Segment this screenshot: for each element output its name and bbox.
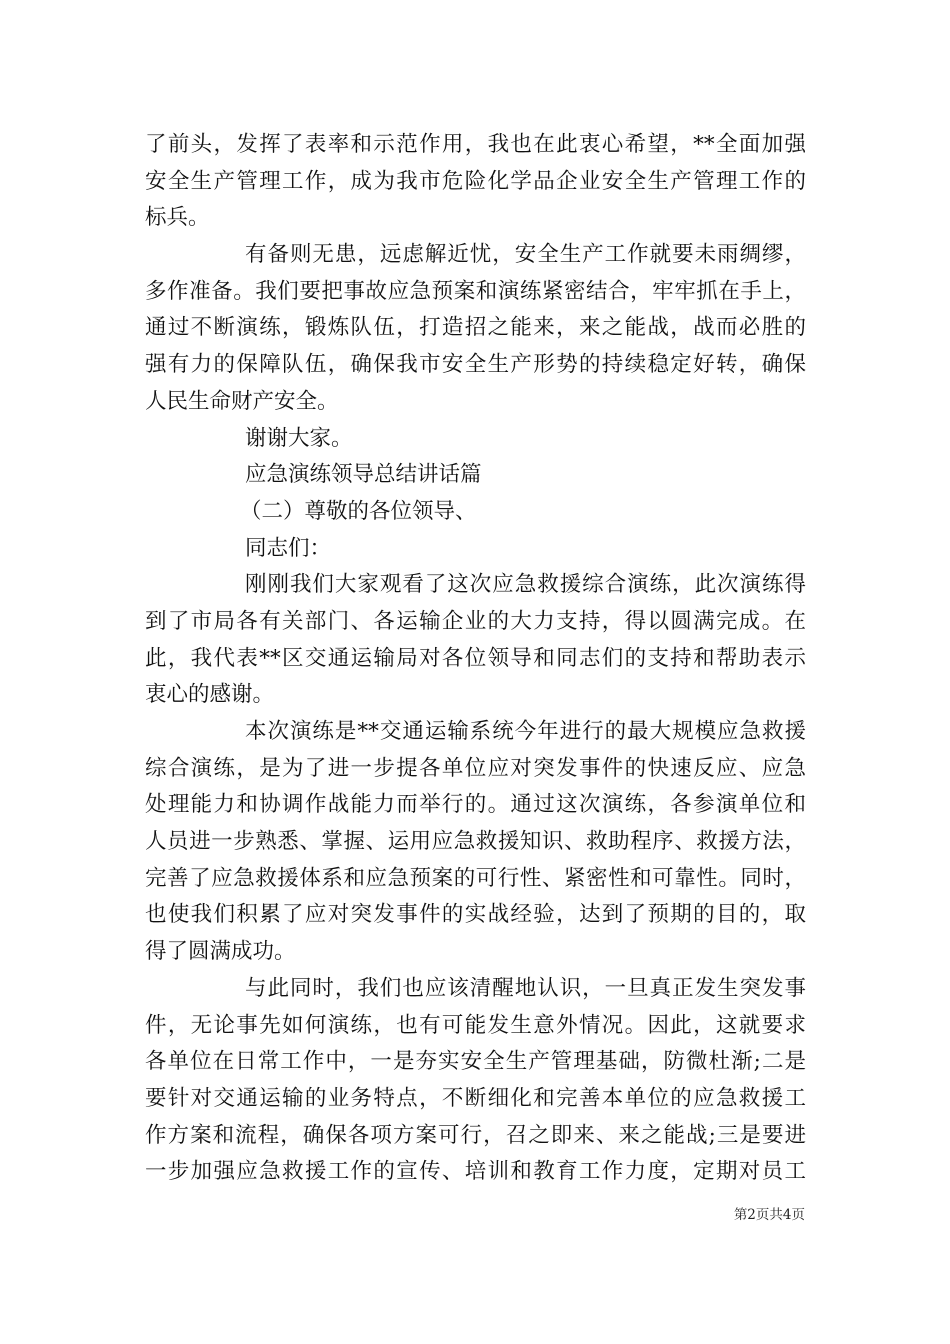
paragraph bbox=[145, 421, 806, 458]
text-line: 件，无论事先如何演练，也有可能发生意外情况。因此，这就要求 bbox=[145, 1012, 806, 1038]
text-line: 强有力的保障队伍，确保我市安全生产形势的持续稳定好转，确保 bbox=[145, 352, 806, 378]
text-line: 与此同时，我们也应该清醒地认识，一旦真正发生突发事 bbox=[245, 975, 806, 1001]
text-line: 安全生产管理工作，成为我市危险化学品企业安全生产管理工作的 bbox=[145, 168, 806, 194]
text-line: 刚刚我们大家观看了这次应急救援综合演练，此次演练得 bbox=[245, 572, 806, 598]
text-line: 此，我代表**区交通运输局对各位领导和同志们的支持和帮助表示 bbox=[145, 645, 806, 671]
text-line: 各单位在日常工作中，一是夯实安全生产管理基础，防微杜渐;二是 bbox=[145, 1049, 806, 1075]
paragraph bbox=[145, 567, 806, 714]
text-line: 标兵。 bbox=[145, 205, 210, 231]
text-line: 人员进一步熟悉、掌握、运用应急救援知识、救助程序、救援方法， bbox=[145, 829, 806, 855]
text-line: 衷心的感谢。 bbox=[145, 682, 275, 708]
text-line: 多作准备。我们要把事故应急预案和演练紧密结合，牢牢抓在手上， bbox=[145, 278, 806, 304]
text-line: （二）尊敬的各位领导、 bbox=[240, 498, 477, 524]
paragraph bbox=[145, 531, 806, 568]
text-line: 完善了应急救援体系和应急预案的可行性、紧密性和可靠性。同时， bbox=[145, 865, 806, 891]
page-number: 第2页共4页 bbox=[733, 1207, 805, 1223]
paragraph bbox=[145, 714, 806, 971]
text-line: 到了市局各有关部门、各运输企业的大力支持，得以圆满完成。在 bbox=[145, 608, 806, 634]
text-line: 作方案和流程，确保各项方案可行，召之即来、来之能战;三是要进 bbox=[145, 1122, 806, 1148]
text-line: 应急演练领导总结讲话篇 bbox=[245, 462, 482, 488]
text-line: 得了圆满成功。 bbox=[145, 939, 296, 965]
paragraph bbox=[145, 457, 806, 494]
text-line: 一步加强应急救援工作的宣传、培训和教育工作力度，定期对员工 bbox=[145, 1159, 806, 1185]
text-line: 谢谢大家。 bbox=[245, 425, 353, 451]
text-line: 人民生命财产安全。 bbox=[145, 388, 339, 414]
text-line: 同志们： bbox=[245, 535, 332, 561]
paragraph bbox=[145, 127, 806, 237]
text-line: 要针对交通运输的业务特点，不断细化和完善本单位的应急救援工 bbox=[145, 1085, 806, 1111]
text-line: 本次演练是**交通运输系统今年进行的最大规模应急救援 bbox=[245, 719, 806, 744]
text-line: 也使我们积累了应对突发事件的实战经验，达到了预期的目的，取 bbox=[145, 902, 806, 928]
paragraph bbox=[145, 494, 806, 531]
paragraph bbox=[145, 237, 806, 420]
text-line: 了前头，发挥了表率和示范作用，我也在此衷心希望，**全面加强 bbox=[145, 132, 806, 157]
paragraph bbox=[145, 971, 806, 1191]
text-line: 综合演练，是为了进一步提各单位应对突发事件的快速反应、应急 bbox=[145, 755, 806, 781]
text-line: 有备则无患，远虑解近忧，安全生产工作就要未雨绸缪， bbox=[245, 242, 806, 268]
document-body bbox=[145, 127, 806, 1191]
text-line: 处理能力和协调作战能力而举行的。通过这次演练，各参演单位和 bbox=[145, 792, 806, 818]
text-line: 通过不断演练，锻炼队伍，打造招之能来，来之能战，战而必胜的 bbox=[145, 315, 806, 341]
